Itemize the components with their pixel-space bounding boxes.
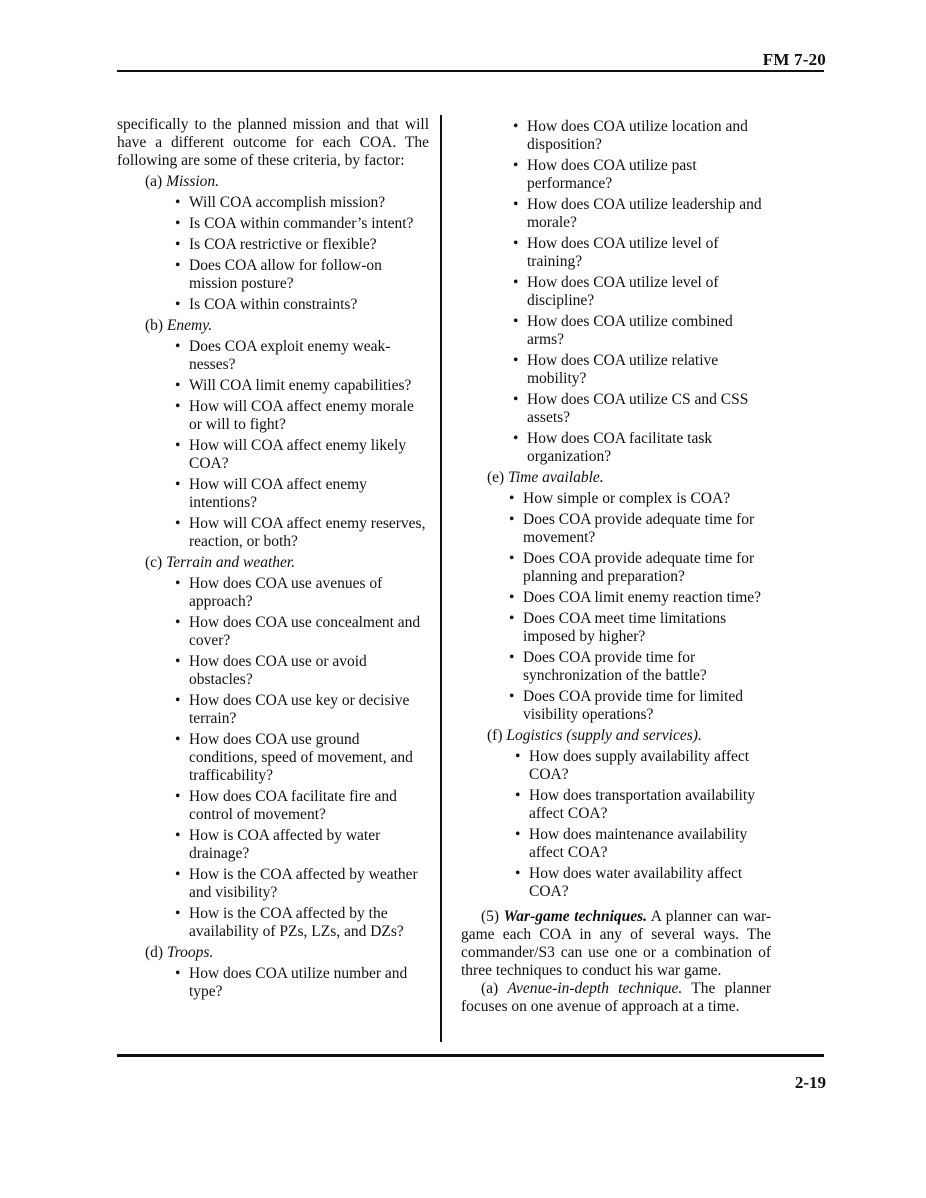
section-title: Terrain and weather. bbox=[166, 554, 296, 571]
avenue-paragraph bbox=[461, 980, 771, 1016]
list-item: • Does COA provide adequate time for planning and preparation? bbox=[505, 550, 771, 586]
terrain-bullet-list bbox=[171, 575, 429, 941]
list-item: • Does COA limit enemy reaction time? bbox=[505, 589, 771, 607]
list-item: • Does COA exploit enemy weak-nesses? bbox=[171, 338, 429, 374]
footer-rule bbox=[117, 1054, 824, 1057]
list-item: • How does COA utilize level of discipline? bbox=[509, 274, 771, 310]
section-time-heading bbox=[487, 469, 771, 487]
list-item: • Does COA provide time for synchronization of the battle? bbox=[505, 649, 771, 685]
list-item: • How is the COA affected by the availability of PZs, LZs, and DZs? bbox=[171, 905, 429, 941]
list-item: • How does COA use avenues of approach? bbox=[171, 575, 429, 611]
list-item: • How does water availability affect COA? bbox=[511, 865, 771, 901]
section-mission-heading bbox=[145, 173, 429, 191]
list-item: • Does COA provide adequate time for movement? bbox=[505, 511, 771, 547]
intro-paragraph: specifically to the planned mission and that will have a different outcome for each COA. The following are some of these criteria, by factor: bbox=[117, 116, 429, 169]
list-item: • Is COA restrictive or flexible? bbox=[171, 236, 429, 254]
section-label: (d) bbox=[145, 944, 167, 961]
section-logistics-heading bbox=[487, 727, 771, 745]
paragraph-heading: War-game techniques. bbox=[503, 908, 648, 925]
list-item: • How is COA affected by water drainage? bbox=[171, 827, 429, 863]
page-number: 2-19 bbox=[794, 1073, 826, 1092]
list-item: • How does maintenance availability affect COA? bbox=[511, 826, 771, 862]
list-item: • How does COA use key or decisive terrain? bbox=[171, 692, 429, 728]
list-item: • Is COA within constraints? bbox=[171, 296, 429, 314]
list-item: • How does COA utilize combined arms? bbox=[509, 313, 771, 349]
list-item: • How will COA affect enemy likely COA? bbox=[171, 437, 429, 473]
section-terrain-heading bbox=[145, 554, 429, 572]
section-label: (e) bbox=[487, 469, 509, 486]
list-item: • How will COA affect enemy reserves, reaction, or both? bbox=[171, 515, 429, 551]
list-item: • How does COA use concealment and cover? bbox=[171, 614, 429, 650]
list-item: • How will COA affect enemy intentions? bbox=[171, 476, 429, 512]
paragraph-number: (a) bbox=[481, 980, 508, 997]
list-item: • Is COA within commander’s intent? bbox=[171, 215, 429, 233]
list-item: • Will COA limit enemy capabilities? bbox=[171, 377, 429, 395]
column-divider bbox=[440, 115, 442, 1042]
section-title: Enemy. bbox=[166, 317, 213, 334]
list-item: • How does transportation availability affect COA? bbox=[511, 787, 771, 823]
section-title: Logistics (supply and services). bbox=[506, 727, 702, 744]
troops-continued-bullet-list bbox=[509, 118, 771, 466]
section-label: (c) bbox=[145, 554, 167, 571]
section-title: Troops. bbox=[166, 944, 214, 961]
paragraph-heading: Avenue-in-depth technique. bbox=[507, 980, 683, 997]
section-troops-heading bbox=[145, 944, 429, 962]
wargame-paragraph bbox=[461, 908, 771, 980]
list-item: • How does COA use or avoid obstacles? bbox=[171, 653, 429, 689]
section-title: Time available. bbox=[508, 469, 604, 486]
list-item: • How does COA utilize relative mobility? bbox=[509, 352, 771, 388]
list-item: • How does COA use ground conditions, speed of movement, and trafficability? bbox=[171, 731, 429, 785]
section-enemy-heading bbox=[145, 317, 429, 335]
section-label: (f) bbox=[487, 727, 507, 744]
list-item: • How does COA utilize leadership and morale? bbox=[509, 196, 771, 232]
right-column bbox=[461, 116, 771, 1016]
list-item: • How is the COA affected by weather and visibility? bbox=[171, 866, 429, 902]
enemy-bullet-list bbox=[171, 338, 429, 551]
mission-bullet-list bbox=[171, 194, 429, 314]
section-label: (a) bbox=[145, 173, 167, 190]
document-id-header: FM 7-20 bbox=[762, 50, 826, 69]
left-column bbox=[117, 116, 429, 1004]
section-title: Mission. bbox=[166, 173, 220, 190]
paragraph-body: The planner focuses on one avenue of approach at a time. bbox=[461, 980, 772, 1015]
list-item: • How does COA utilize location and disposition? bbox=[509, 118, 771, 154]
list-item: • Does COA allow for follow-on mission posture? bbox=[171, 257, 429, 293]
list-item: • How does supply availability affect COA? bbox=[511, 748, 771, 784]
list-item: • Will COA accomplish mission? bbox=[171, 194, 429, 212]
list-item: • How does COA facilitate task organization? bbox=[509, 430, 771, 466]
troops-bullet-list bbox=[171, 965, 429, 1001]
header-rule bbox=[117, 70, 824, 72]
list-item: • Does COA provide time for limited visibility operations? bbox=[505, 688, 771, 724]
list-item: • How does COA facilitate fire and control of movement? bbox=[171, 788, 429, 824]
logistics-bullet-list bbox=[511, 748, 771, 901]
list-item: • How does COA utilize level of training? bbox=[509, 235, 771, 271]
paragraph-body: A planner can war-game each COA in any of several ways. The commander/S3 can use one or a combination of three techniques to conduct his war game. bbox=[461, 908, 772, 979]
list-item: • How simple or complex is COA? bbox=[505, 490, 771, 508]
paragraph-number: (5) bbox=[481, 908, 504, 925]
list-item: • How does COA utilize number and type? bbox=[171, 965, 429, 1001]
list-item: • How will COA affect enemy morale or will to fight? bbox=[171, 398, 429, 434]
list-item: • How does COA utilize CS and CSS assets? bbox=[509, 391, 771, 427]
list-item: • Does COA meet time limitations imposed by higher? bbox=[505, 610, 771, 646]
list-item: • How does COA utilize past performance? bbox=[509, 157, 771, 193]
section-label: (b) bbox=[145, 317, 167, 334]
time-bullet-list bbox=[505, 490, 771, 724]
